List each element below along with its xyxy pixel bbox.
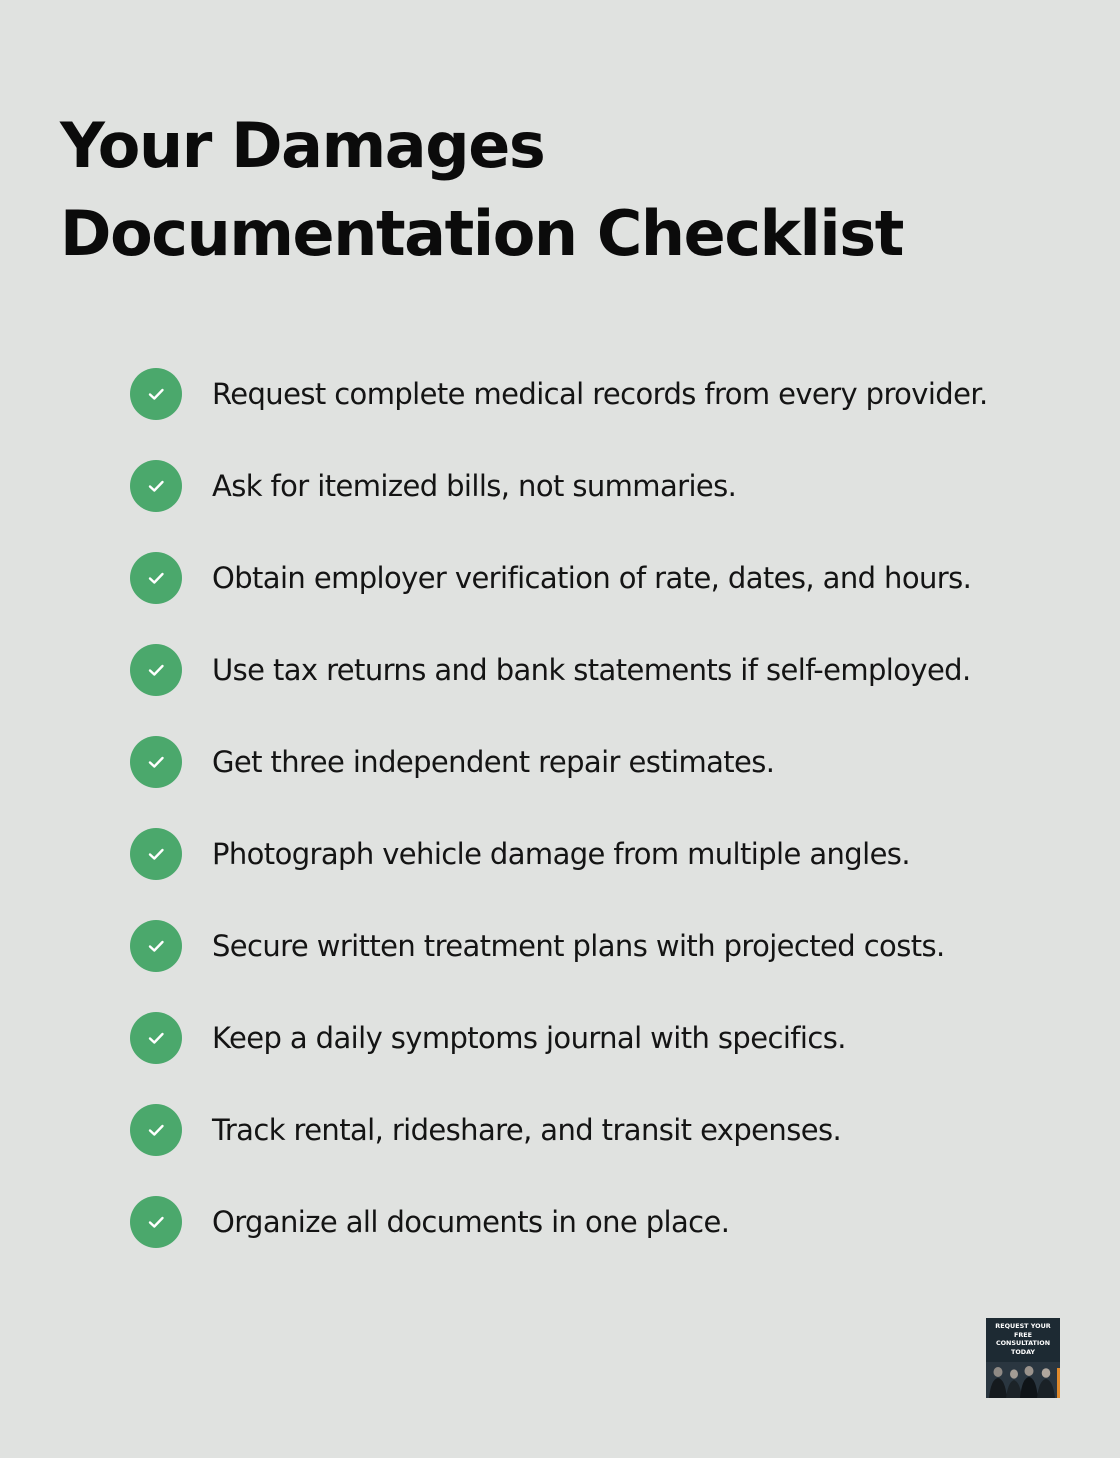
checklist-item: [130, 1196, 1090, 1248]
checkmark-icon: [130, 552, 182, 604]
checklist-item-label: Keep a daily symptoms journal with specifics.: [212, 1021, 846, 1055]
checkmark-icon: [130, 460, 182, 512]
checkmark-icon: [130, 644, 182, 696]
checklist-item: [130, 1012, 1090, 1064]
checklist-item-label: Organize all documents in one place.: [212, 1205, 730, 1239]
consultation-badge-text: REQUEST YOUR FREE CONSULTATION TODAY: [995, 1322, 1051, 1356]
checkmark-icon: [130, 920, 182, 972]
checkmark-icon: [130, 368, 182, 420]
checklist-item-label: Photograph vehicle damage from multiple angles.: [212, 837, 910, 871]
checklist: [130, 368, 1090, 1288]
checklist-item-label: Use tax returns and bank statements if self-employed.: [212, 653, 971, 687]
checklist-item-label: Get three independent repair estimates.: [212, 745, 775, 779]
checklist-item-label: Request complete medical records from every provider.: [212, 377, 988, 411]
consultation-badge[interactable]: [986, 1318, 1060, 1398]
checklist-item: [130, 736, 1090, 788]
checkmark-icon: [130, 1104, 182, 1156]
checklist-item-label: Secure written treatment plans with projected costs.: [212, 929, 945, 963]
checklist-item: [130, 552, 1090, 604]
attorneys-photo-icon: [986, 1362, 1060, 1398]
checkmark-icon: [130, 1196, 182, 1248]
checklist-item: [130, 368, 1090, 420]
checklist-item: [130, 920, 1090, 972]
checkmark-icon: [130, 1012, 182, 1064]
checklist-item: [130, 828, 1090, 880]
checkmark-icon: [130, 828, 182, 880]
checklist-item: [130, 460, 1090, 512]
checklist-item: [130, 1104, 1090, 1156]
checklist-item: [130, 644, 1090, 696]
checklist-item-label: Ask for itemized bills, not summaries.: [212, 469, 737, 503]
checklist-item-label: Track rental, rideshare, and transit expenses.: [212, 1113, 842, 1147]
page-title: Your Damages Documentation Checklist: [60, 109, 903, 270]
checklist-item-label: Obtain employer verification of rate, dates, and hours.: [212, 561, 972, 595]
checkmark-icon: [130, 736, 182, 788]
